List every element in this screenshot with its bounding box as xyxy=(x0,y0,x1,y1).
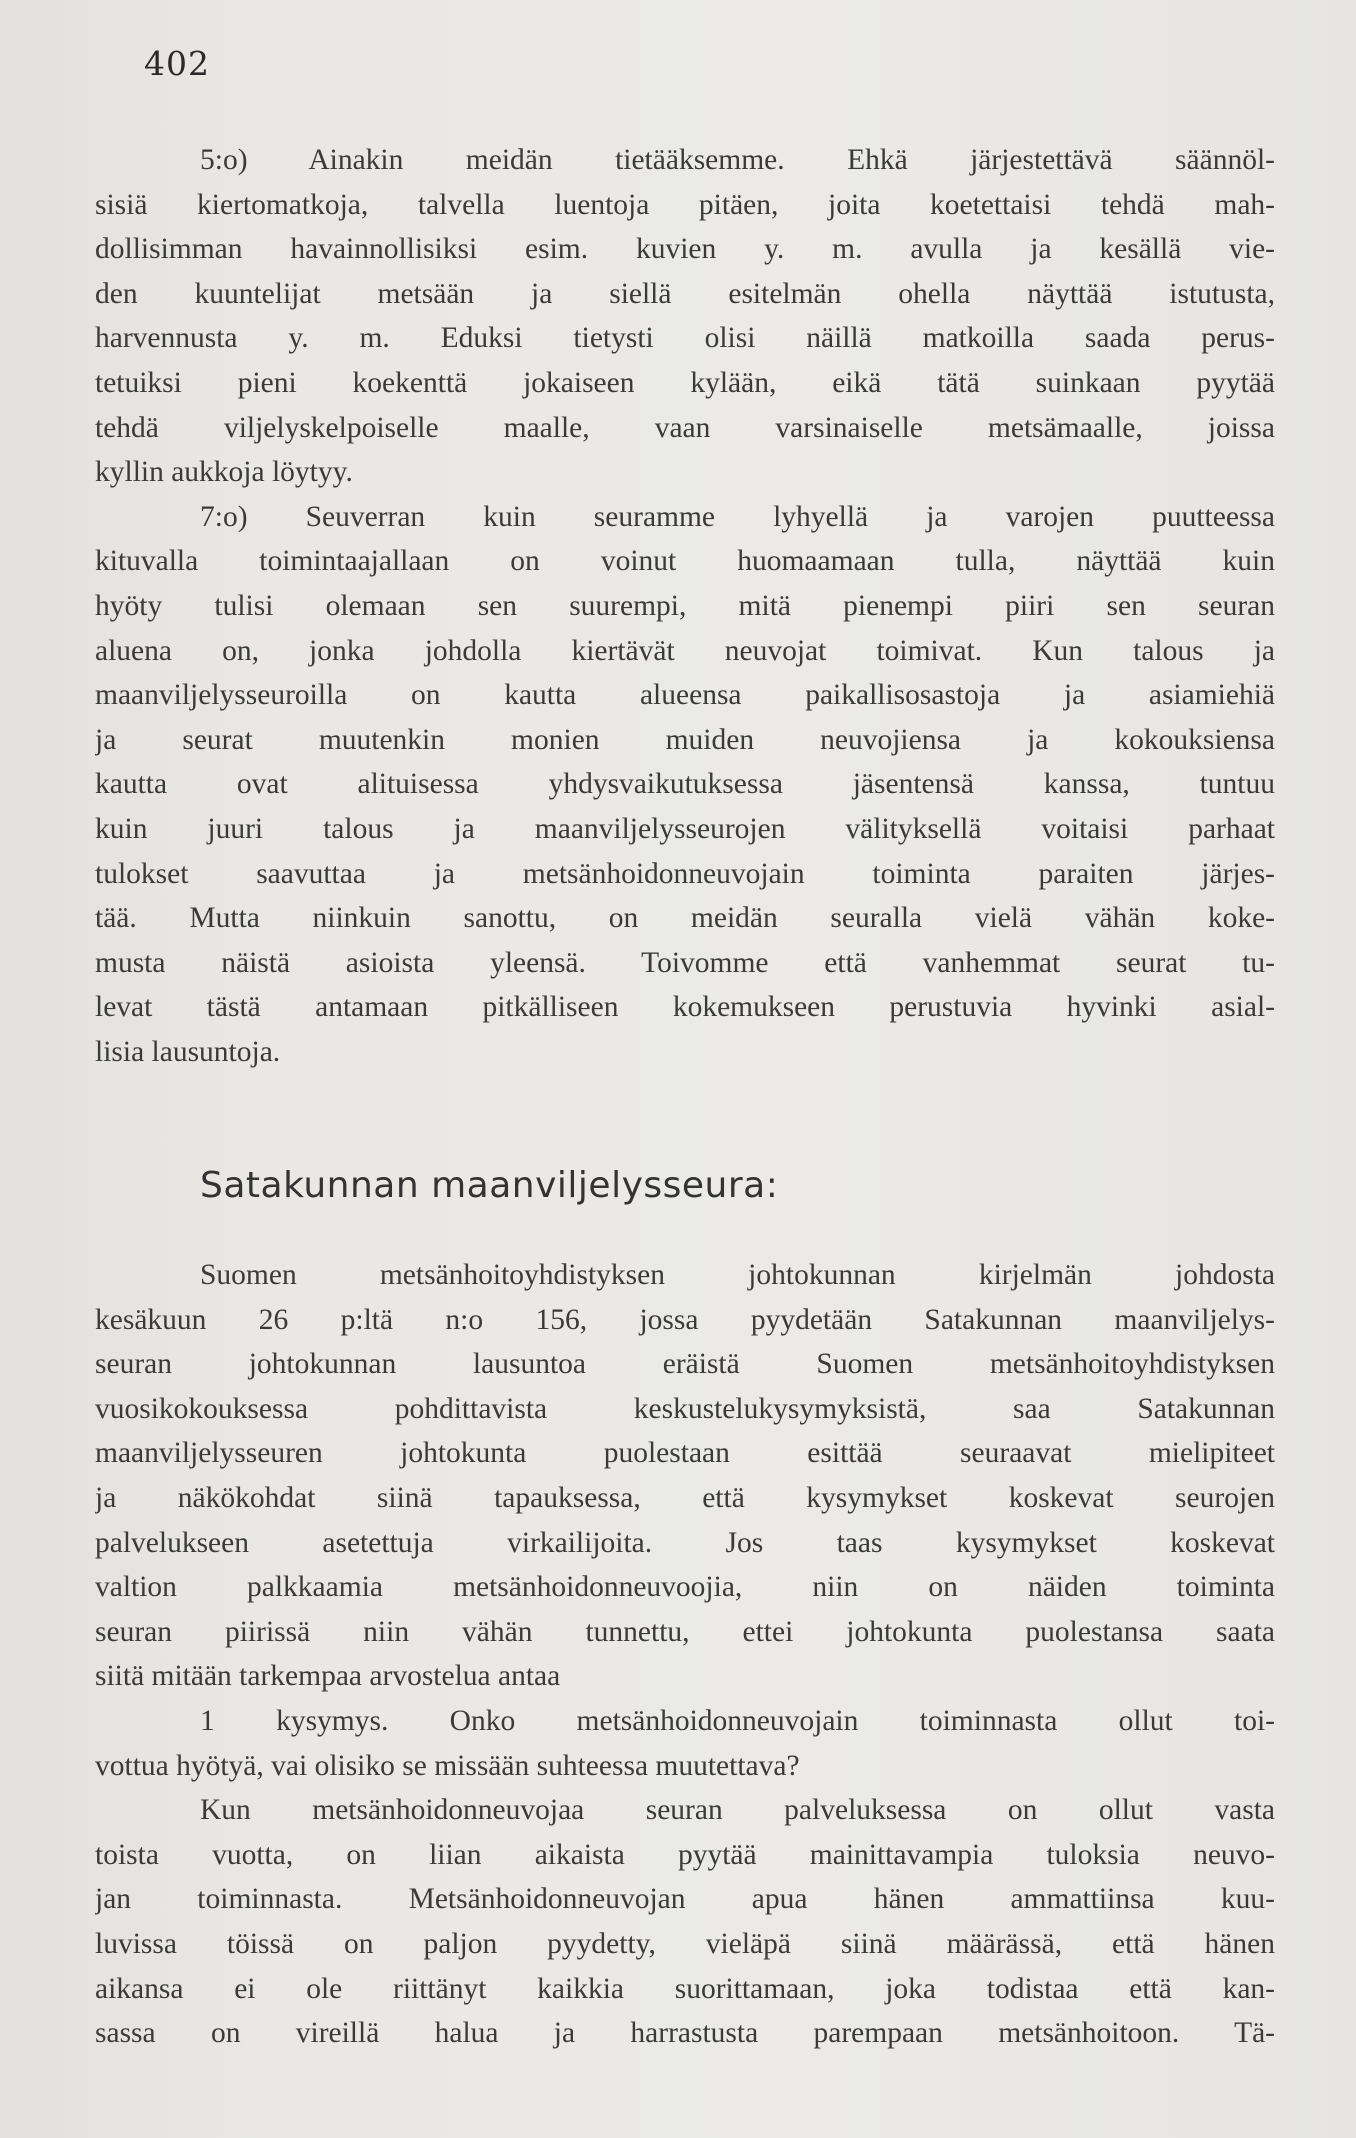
text-line: kesäkuun 26 p:ltä n:o 156, jossa pyydetään Satakunnan maanviljelys- xyxy=(95,1303,1275,1336)
text-line: luvissa töissä on paljon pyydetty, vieläpä siinä määrässä, että hänen xyxy=(95,1927,1275,1960)
text-line: 7:o) Seuverran kuin seuramme lyhyellä ja varojen puutteessa xyxy=(200,500,1275,533)
text-line: jan toiminnasta. Metsänhoidonneuvojan apua hänen ammattiinsa kuu- xyxy=(95,1883,1275,1916)
text-line: vuosikokouksessa pohdittavista keskustelukysymyksistä, saa Satakunnan xyxy=(95,1392,1275,1425)
text-line: sisiä kiertomatkoja, talvella luentoja pitäen, joita koetettaisi tehdä mah- xyxy=(95,188,1275,221)
text-line: levat tästä antamaan pitkälliseen kokemukseen perustuvia hyvinki asial- xyxy=(95,991,1275,1024)
text-line: sassa on vireillä halua ja harrastusta parempaan metsänhoitoon. Tä- xyxy=(95,2017,1275,2050)
text-line: dollisimman havainnollisiksi esim. kuvien y. m. avulla ja kesällä vie- xyxy=(95,233,1275,266)
text-line: harvennusta y. m. Eduksi tietysti olisi näillä matkoilla saada perus- xyxy=(95,322,1275,355)
section-heading: Satakunnan maanviljelysseura: xyxy=(200,1165,779,1206)
text-line: Suomen metsänhoitoyhdistyksen johtokunnan kirjelmän johdosta xyxy=(200,1259,1275,1291)
text-line: seuran piirissä niin vähän tunnettu, ettei johtokunta puolestansa saata xyxy=(95,1615,1275,1648)
text-line: aluena on, jonka johdolla kiertävät neuvojat toimivat. Kun talous ja xyxy=(95,634,1275,667)
text-line: tulokset saavuttaa ja metsänhoidonneuvojain toiminta paraiten järjes- xyxy=(95,857,1275,890)
text-line: tehdä viljelyskelpoiselle maalle, vaan varsinaiselle metsämaalle, joissa xyxy=(95,411,1275,444)
text-line: toista vuotta, on liian aikaista pyytää mainittavampia tuloksia neuvo- xyxy=(95,1838,1275,1871)
text-block-2 xyxy=(95,1253,1275,2056)
text-line: 5:o) Ainakin meidän tietääksemme. Ehkä järjestettävä säännöl- xyxy=(200,144,1275,176)
text-line: musta näistä asioista yleensä. Toivomme että vanhemmat seurat tu- xyxy=(95,946,1275,979)
text-line: 1 kysymys. Onko metsänhoidonneuvojain toiminnasta ollut toi- xyxy=(200,1704,1275,1737)
text-line: tää. Mutta niinkuin sanottu, on meidän seuralla vielä vähän koke- xyxy=(95,902,1275,935)
page-number: 402 xyxy=(144,44,210,83)
text-line: maanviljelysseuroilla on kautta alueensa paikallisosastoja ja asiamiehiä xyxy=(95,679,1275,712)
text-line: palvelukseen asetettuja virkailijoita. Jos taas kysymykset koskevat xyxy=(95,1526,1275,1559)
text-line: tetuiksi pieni koekenttä jokaiseen kylään, eikä tätä suinkaan pyytää xyxy=(95,366,1275,399)
text-line: ja näkökohdat siinä tapauksessa, että kysymykset koskevat seurojen xyxy=(95,1481,1275,1514)
text-line: kuin juuri talous ja maanviljelysseurojen välityksellä voitaisi parhaat xyxy=(95,812,1275,845)
text-line: valtion palkkaamia metsänhoidonneuvoojia, niin on näiden toiminta xyxy=(95,1571,1275,1604)
text-line: lisia lausuntoja. xyxy=(95,1035,281,1068)
text-line: den kuuntelijat metsään ja siellä esitelmän ohella näyttää istutusta, xyxy=(95,277,1275,310)
text-line: vottua hyötyä, vai olisiko se missään suhteessa muutettava? xyxy=(95,1749,800,1782)
text-line: siitä mitään tarkempaa arvostelua antaa xyxy=(95,1660,561,1693)
text-line: kituvalla toimintaajallaan on voinut huomaamaan tulla, näyttää kuin xyxy=(95,545,1275,578)
text-line: kautta ovat alituisessa yhdysvaikutuksessa jäsentensä kanssa, tuntuu xyxy=(95,768,1275,801)
text-line: maanviljelysseuren johtokunta puolestaan esittää seuraavat mielipiteet xyxy=(95,1437,1275,1470)
text-line: aikansa ei ole riittänyt kaikkia suorittamaan, joka todistaa että kan- xyxy=(95,1972,1275,2005)
text-line: Kun metsänhoidonneuvojaa seuran palveluksessa on ollut vasta xyxy=(200,1794,1275,1827)
text-line: seuran johtokunnan lausuntoa eräistä Suomen metsänhoitoyhdistyksen xyxy=(95,1348,1275,1381)
text-line: hyöty tulisi olemaan sen suurempi, mitä pienempi piiri sen seuran xyxy=(95,589,1275,622)
text-line: ja seurat muutenkin monien muiden neuvojiensa ja kokouksiensa xyxy=(95,723,1275,756)
text-block-1 xyxy=(95,138,1275,1074)
text-line: kyllin aukkoja löytyy. xyxy=(95,456,353,489)
